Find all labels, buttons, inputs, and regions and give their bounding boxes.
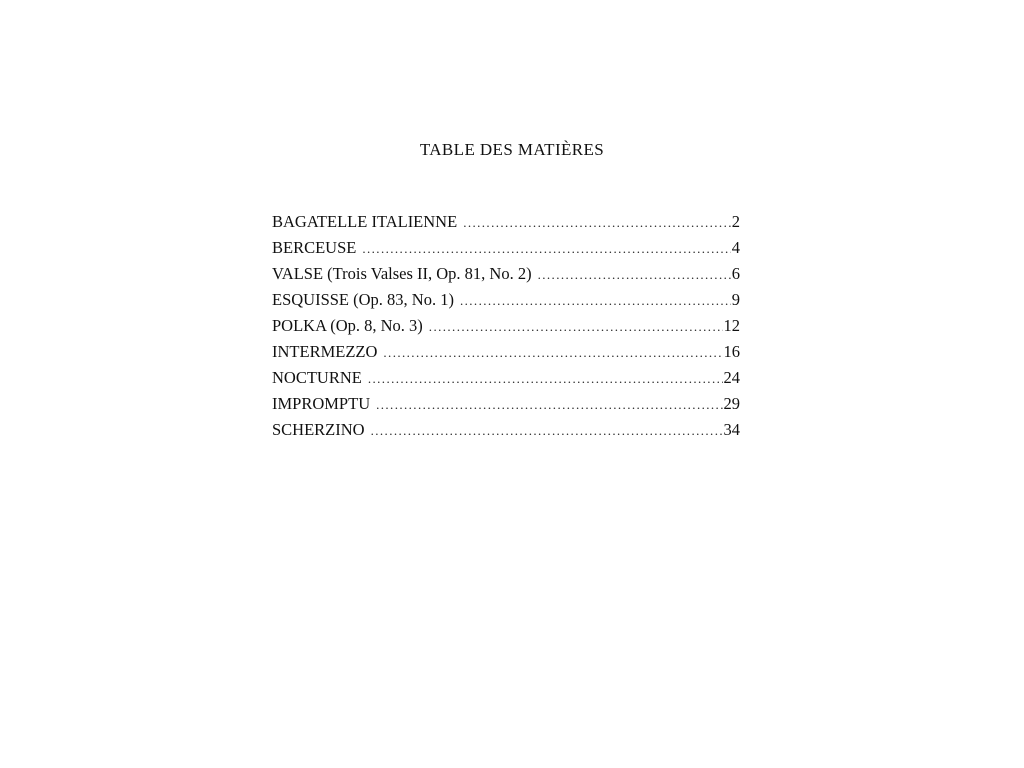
toc-entry-page: 16 <box>723 342 740 361</box>
toc-entry-title: SCHERZINO <box>272 420 365 439</box>
dot-leader <box>383 345 722 361</box>
toc-entry-title: NOCTURNE <box>272 368 362 387</box>
dot-leader <box>429 319 723 335</box>
toc-entry <box>272 394 740 420</box>
toc-entry <box>272 316 740 342</box>
toc-entry-page: 29 <box>723 394 740 413</box>
dot-leader <box>371 423 723 439</box>
toc-entry <box>272 290 740 316</box>
toc-entry <box>272 212 740 238</box>
toc-entry-page: 2 <box>731 212 740 231</box>
toc-entry-title: IMPROMPTU <box>272 394 371 413</box>
toc-entry-page: 34 <box>723 420 740 439</box>
toc-entry-page: 6 <box>731 264 740 283</box>
dot-leader <box>463 215 731 231</box>
toc-entry <box>272 264 740 290</box>
dot-leader <box>538 267 731 283</box>
toc-entry <box>272 342 740 368</box>
toc-entry-page: 12 <box>723 316 740 335</box>
toc-entry <box>272 238 740 264</box>
table-of-contents <box>272 212 740 446</box>
toc-entry-title: BERCEUSE <box>272 238 357 257</box>
toc-entry-page: 4 <box>731 238 740 257</box>
dot-leader <box>362 241 730 257</box>
toc-entry-page: 24 <box>723 368 740 387</box>
toc-entry-page: 9 <box>731 290 740 309</box>
dot-leader <box>368 371 723 387</box>
toc-entry-title: ESQUISSE (Op. 83, No. 1) <box>272 290 454 309</box>
toc-entry <box>272 368 740 394</box>
toc-entry-title: BAGATELLE ITALIENNE <box>272 212 458 231</box>
toc-entry <box>272 420 740 446</box>
dot-leader <box>460 293 731 309</box>
toc-entry-title: POLKA (Op. 8, No. 3) <box>272 316 423 335</box>
toc-entry-title: VALSE (Trois Valses II, Op. 81, No. 2) <box>272 264 532 283</box>
toc-entry-title: INTERMEZZO <box>272 342 378 361</box>
dot-leader <box>376 397 722 413</box>
page-title: TABLE DES MATIÈRES <box>419 140 605 159</box>
